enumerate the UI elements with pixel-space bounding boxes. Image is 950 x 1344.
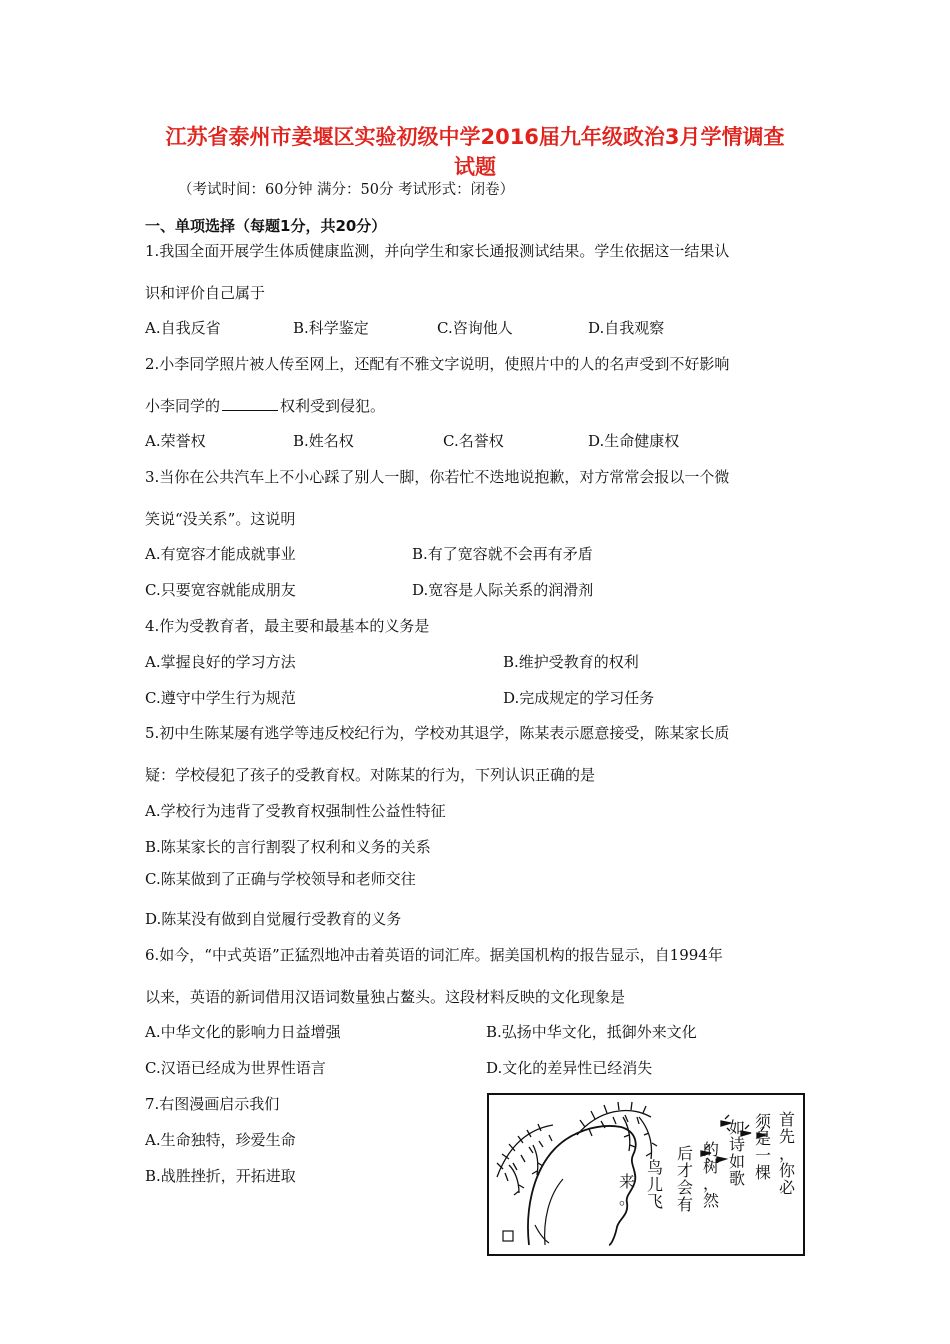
section-heading: 一、单项选择（每题1分，共20分）: [145, 217, 387, 235]
question-4-stem: 4.作为受教育者，最主要和最基本的义务是: [145, 617, 430, 635]
question-5-option-d[interactable]: D.陈某没有做到自觉履行受教育的义务: [145, 910, 402, 928]
question-1-option-d[interactable]: D.自我观察: [588, 319, 665, 337]
question-6-option-d[interactable]: D.文化的差异性已经消失: [486, 1059, 653, 1077]
question-5-option-a[interactable]: A.学校行为违背了受教育权强制性公益性特征: [145, 802, 446, 820]
question-1-stem: 1.我国全面开展学生体质健康监测，并向学生和家长通报测试结果。学生依据这一结果认: [145, 242, 730, 260]
question-3-stem-cont: 笑说“没关系”。这说明: [145, 510, 296, 528]
caption-col-5: 后才会有: [676, 1144, 694, 1214]
question-3-stem: 3.当你在公共汽车上不小心踩了别人一脚，你若忙不迭地说抱歉，对方常常会报以一个微: [145, 468, 730, 486]
cartoon-drawing: [489, 1095, 803, 1254]
question-2-option-a[interactable]: A.荣誉权: [145, 432, 206, 450]
question-4-option-c[interactable]: C.遵守中学生行为规范: [145, 689, 296, 707]
exam-title-line1: 江苏省泰州市姜堰区实验初级中学2016届九年级政治3月学情调查: [165, 125, 785, 149]
question-6-option-c[interactable]: C.汉语已经成为世界性语言: [145, 1059, 326, 1077]
question-6-option-b[interactable]: B.弘扬中华文化，抵御外来文化: [486, 1023, 697, 1041]
question-2-stem-after: 权利受到侵犯。: [280, 397, 386, 415]
question-2-option-c[interactable]: C.名誉权: [443, 432, 504, 450]
caption-col-7: 来。: [618, 1172, 636, 1208]
question-5-stem-cont: 疑：学校侵犯了孩子的受教育权。对陈某的行为，下列认识正确的是: [145, 766, 596, 784]
question-1-option-b[interactable]: B.科学鉴定: [293, 319, 369, 337]
caption-col-3: 如诗如歌: [728, 1118, 746, 1188]
caption-col-6: 鸟儿飞: [646, 1158, 664, 1211]
question-1-stem-cont: 识和评价自己属于: [145, 284, 266, 302]
caption-col-1: 首先，你必: [778, 1110, 796, 1197]
question-2-option-d[interactable]: D.生命健康权: [588, 432, 680, 450]
question-1-option-a[interactable]: A.自我反省: [145, 319, 221, 337]
question-7-stem: 7.右图漫画启示我们: [145, 1095, 280, 1113]
question-6-option-a[interactable]: A.中华文化的影响力日益增强: [145, 1023, 341, 1041]
question-3-option-b[interactable]: B.有了宽容就不会再有矛盾: [412, 545, 593, 563]
caption-col-4: 的树，然: [702, 1140, 720, 1210]
question-2-option-b[interactable]: B.姓名权: [293, 432, 354, 450]
question-2-stem-cont: [145, 395, 385, 416]
caption-col-2: 须是一棵: [754, 1112, 772, 1182]
question-7-option-b[interactable]: B.战胜挫折，开拓进取: [145, 1167, 296, 1185]
question-2-stem: 2.小李同学照片被人传至网上，还配有不雅文字说明，使照片中的人的名声受到不好影响: [145, 355, 730, 373]
exam-info: （考试时间：60分钟 满分：50分 考试形式：闭卷）: [178, 182, 515, 198]
question-3-option-c[interactable]: C.只要宽容就能成朋友: [145, 581, 296, 599]
question-4-option-a[interactable]: A.掌握良好的学习方法: [145, 653, 296, 671]
question-1-option-c[interactable]: C.咨询他人: [437, 319, 513, 337]
question-2-stem-before: 小李同学的: [145, 397, 221, 415]
question-6-stem: 6.如今，“中式英语”正猛烈地冲击着英语的词汇库。据美国机构的报告显示，自1994年: [145, 946, 723, 964]
question-5-option-b[interactable]: B.陈某家长的言行割裂了权利和义务的关系: [145, 838, 431, 856]
question-5-option-c[interactable]: C.陈某做到了正确与学校领导和老师交往: [145, 870, 416, 888]
question-3-option-a[interactable]: A.有宽容才能成就事业: [145, 545, 296, 563]
left-foliage-icon: [497, 1124, 553, 1195]
exam-title-line2: 试题: [454, 155, 496, 179]
cartoon-illustration: [487, 1093, 805, 1256]
right-foliage-icon: [577, 1102, 657, 1159]
question-4-option-d[interactable]: D.完成规定的学习任务: [503, 689, 655, 707]
question-5-stem: 5.初中生陈某屡有逃学等违反校纪行为，学校劝其退学，陈某表示愿意接受，陈某家长质: [145, 724, 730, 742]
question-6-stem-cont: 以来，英语的新词借用汉语词数量独占鳌头。这段材料反映的文化现象是: [145, 988, 626, 1006]
question-3-option-d[interactable]: D.宽容是人际关系的润滑剂: [412, 581, 594, 599]
seal-icon: [503, 1231, 513, 1241]
question-4-option-b[interactable]: B.维护受教育的权利: [503, 653, 639, 671]
answer-blank[interactable]: [222, 396, 278, 411]
question-7-option-a[interactable]: A.生命独特，珍爱生命: [145, 1131, 296, 1149]
